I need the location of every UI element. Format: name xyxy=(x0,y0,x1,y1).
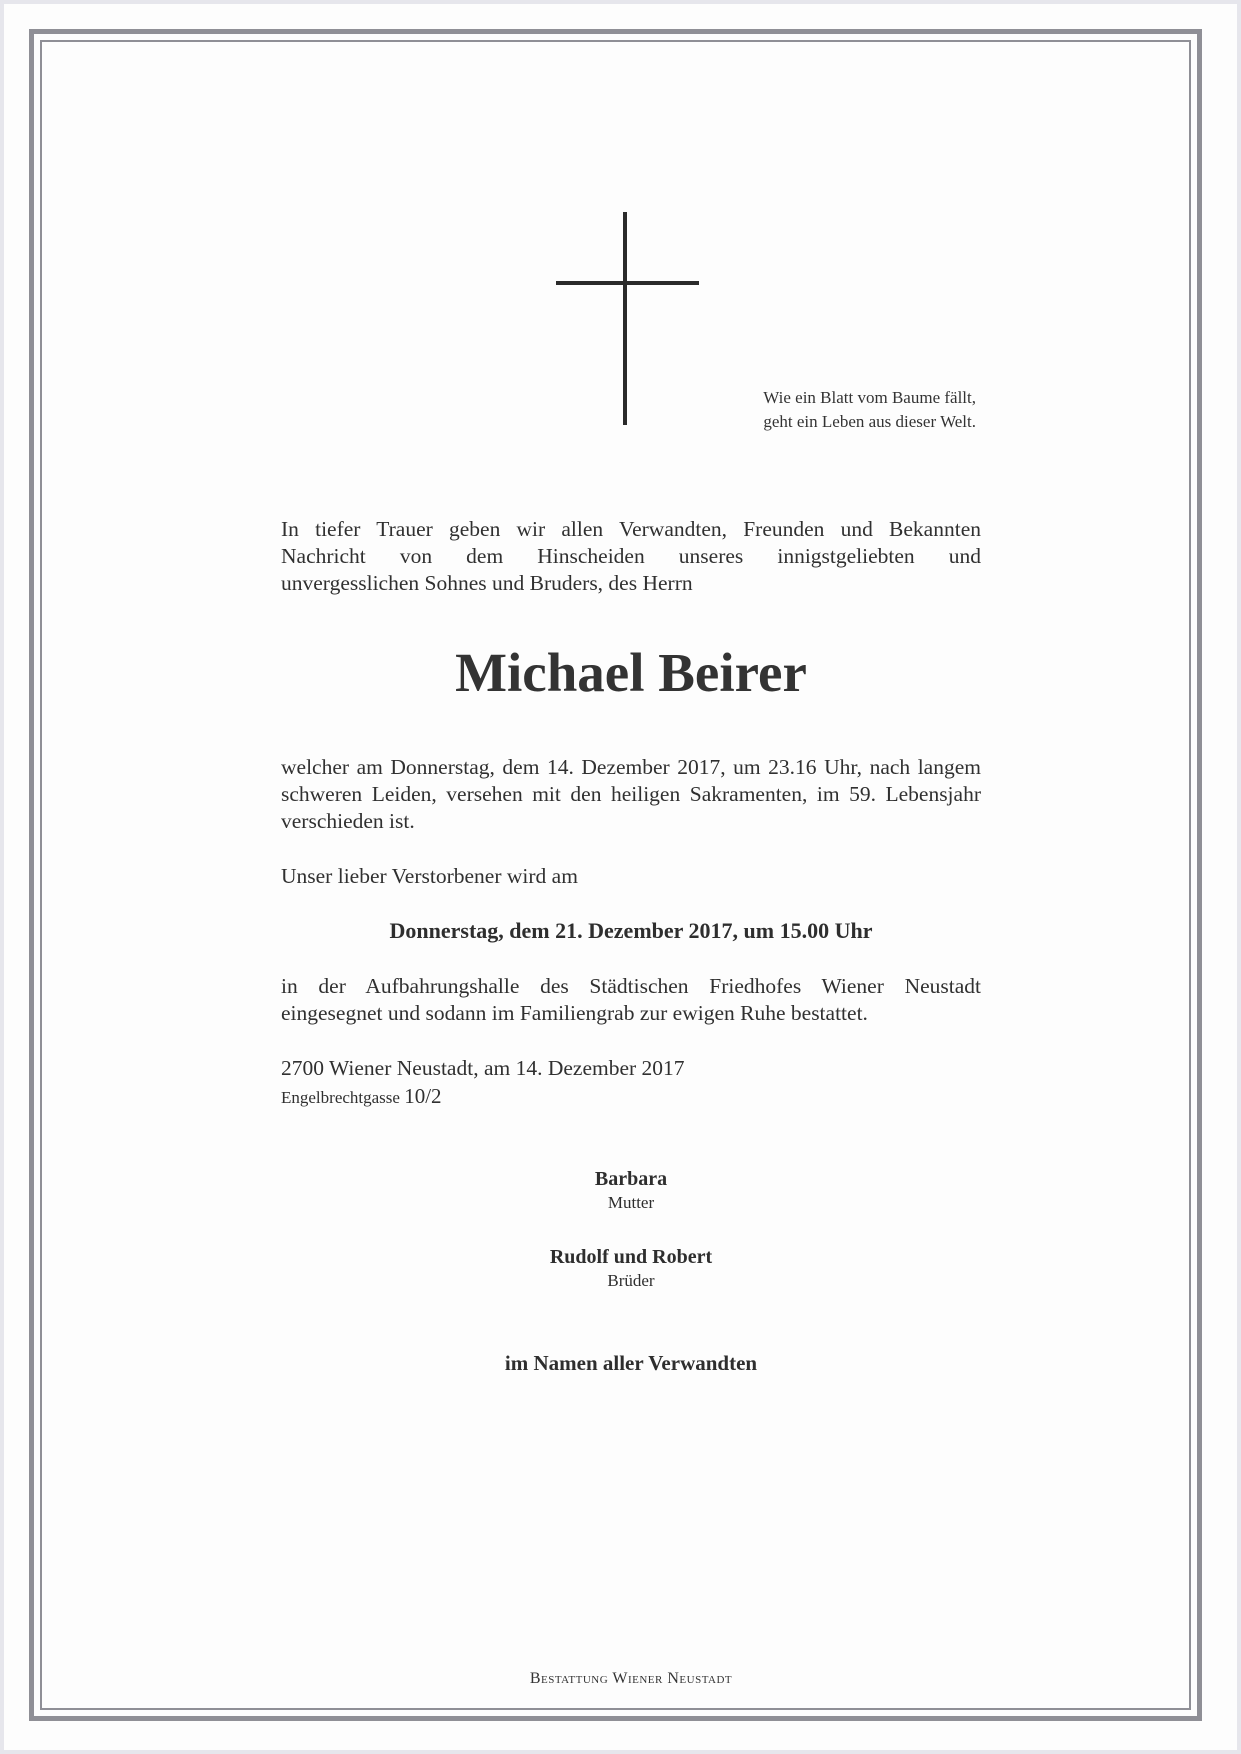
address xyxy=(281,1084,442,1110)
death-paragraph xyxy=(281,754,981,835)
signer-name: Barbara xyxy=(594,1168,668,1190)
burial-paragraph xyxy=(281,973,981,1027)
deceased-name: Michael Beirer xyxy=(455,642,807,703)
cross-icon-horizontal xyxy=(556,281,699,285)
burial-line-1: in der Aufbahrungshalle des Städtischen Friedhofes Wiener Neustadt xyxy=(281,974,981,998)
signer-brothers xyxy=(281,1244,981,1292)
signer-mother xyxy=(281,1166,981,1214)
intro-line-3: unvergesslichen Sohnes und Bruders, des Herrn xyxy=(281,571,693,595)
closing-line: im Namen aller Verwandten xyxy=(504,1351,758,1375)
quote-line-1: Wie ein Blatt vom Baume fällt, xyxy=(763,388,976,407)
signer-name: Rudolf und Robert xyxy=(549,1246,713,1268)
burial-line-2: eingesegnet und sodann im Familiengrab zur ewigen Ruhe bestattet. xyxy=(281,1001,868,1025)
intro-paragraph xyxy=(281,516,981,597)
funeral-home-footer: Bestattung Wiener Neustadt xyxy=(529,1670,733,1687)
address-street: Engelbrechtgasse xyxy=(281,1088,400,1107)
funeral-intro: Unser lieber Verstorbener wird am xyxy=(281,864,578,888)
cross-icon-vertical xyxy=(623,212,627,425)
intro-line-2: Nachricht von dem Hinscheiden unseres innigstgeliebten und xyxy=(281,544,981,568)
address-number: 10/2 xyxy=(404,1084,442,1108)
signer-role: Mutter xyxy=(607,1193,655,1212)
quote-line-2: geht ein Leben aus dieser Welt. xyxy=(763,412,976,431)
death-line-2: schweren Leiden, versehen mit den heiligen Sakramenten, im 59. Lebensjahr xyxy=(281,782,981,806)
signer-role: Brüder xyxy=(607,1271,655,1290)
intro-line-1: In tiefer Trauer geben wir allen Verwandten, Freunden und Bekannten xyxy=(281,517,981,541)
place-and-date: 2700 Wiener Neustadt, am 14. Dezember 2017 xyxy=(281,1056,685,1080)
death-line-3: verschieden ist. xyxy=(281,809,415,833)
death-line-1: welcher am Donnerstag, dem 14. Dezember 2017, um 23.16 Uhr, nach langem xyxy=(281,755,981,779)
funeral-date: Donnerstag, dem 21. Dezember 2017, um 15.00 Uhr xyxy=(389,918,873,943)
memorial-quote xyxy=(740,386,976,434)
